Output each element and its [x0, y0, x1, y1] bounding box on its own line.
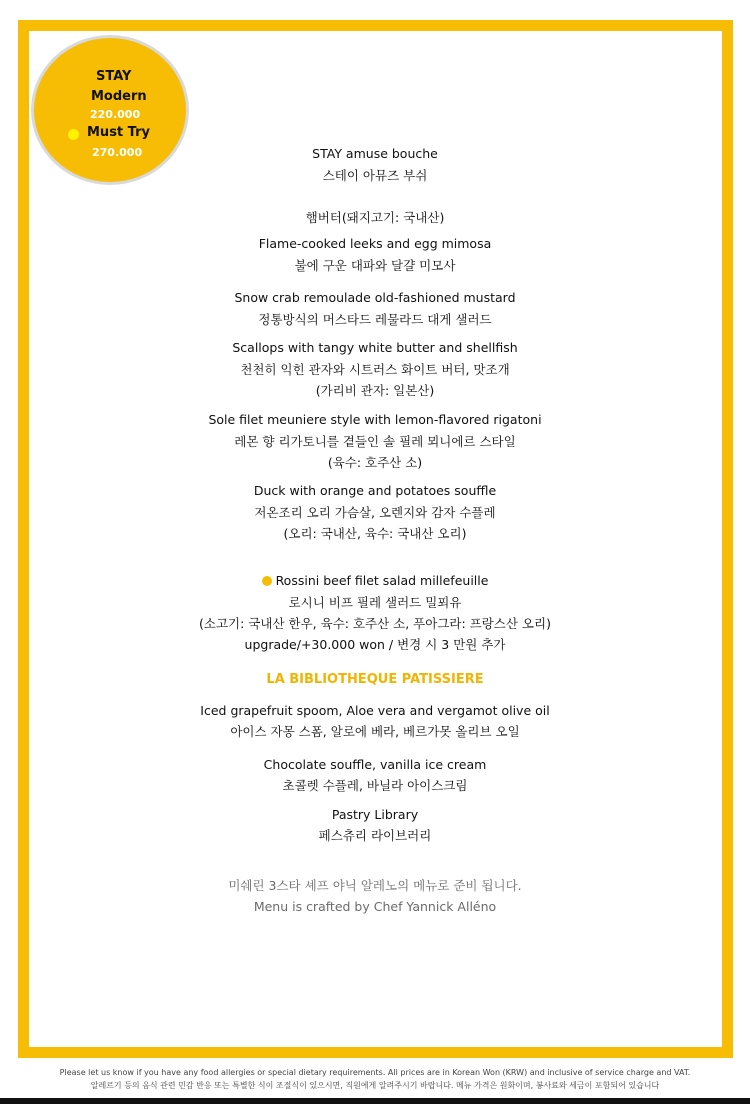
course-1-ko: 스테이 아뮤즈 부쉬: [322, 168, 428, 183]
course-7-ko: 저온조리 오리 가슴살, 오렌지와 감자 수플레: [254, 505, 496, 520]
badge-price-modern: 220.000: [90, 108, 141, 121]
course-8-ko: 로시니 비프 필레 샐러드 밀푀유: [288, 595, 462, 610]
chef-note-en: Menu is crafted by Chef Yannick Alléno: [253, 899, 497, 914]
course-1-en: STAY amuse bouche: [312, 146, 438, 161]
dessert-3-en: Pastry Library: [331, 807, 419, 822]
footer-note-ko: 알레르기 등의 음식 관련 민감 반응 또는 특별한 식이 조절식이 있으시면, 직원에게 알려주시기 바랍니다. 메뉴 가격은 원화이며, 봉사료와 세금이 포함되어 있습니다: [90, 1081, 660, 1090]
footer-note-en: Please let us know if you have any food allergies or special dietary requirements. All prices are in Korean Won (KRW) and inclusive of service charge and VAT.: [59, 1068, 691, 1077]
course-8-en: Rossini beef filet salad millefeuille: [275, 573, 489, 588]
course-4-en: Snow crab remoulade old-fashioned mustard: [234, 290, 516, 305]
course-8-line: [0, 573, 750, 588]
course-8-origin: (소고기: 국내산 한우, 육수: 호주산 소, 푸아그라: 프랑스산 오리): [199, 616, 551, 631]
course-6-en: Sole filet meuniere style with lemon-flavored rigatoni: [208, 412, 542, 427]
course-7-origin: (오리: 국내산, 육수: 국내산 오리): [283, 526, 467, 541]
badge-option-must-try: Must Try: [87, 125, 150, 140]
course-price-badge: [31, 35, 189, 185]
chef-note-ko: 미쉐린 3스타 셰프 야닉 알레노의 메뉴로 준비 됩니다.: [228, 878, 522, 893]
dessert-1-en: Iced grapefruit spoom, Aloe vera and vergamot olive oil: [200, 703, 550, 718]
dessert-2-en: Chocolate souffle, vanilla ice cream: [263, 757, 487, 772]
course-3-en: Flame-cooked leeks and egg mimosa: [258, 236, 492, 251]
course-8-upgrade: upgrade/+30.000 won / 변경 시 3 만원 추가: [244, 637, 506, 652]
dessert-1-ko: 아이스 자몽 스폼, 알로에 베라, 베르가못 올리브 오일: [230, 724, 520, 739]
course-5-ko: 천천히 익힌 관자와 시트러스 화이트 버터, 맛조개: [240, 362, 510, 377]
course-5-origin: (가리비 관자: 일본산): [315, 383, 435, 398]
dessert-heading: LA BIBLIOTHEQUE PATISSIERE: [266, 672, 484, 687]
course-3-ko: 불에 구운 대파와 달걀 미모사: [294, 258, 456, 273]
badge-title: STAY: [96, 69, 132, 84]
dessert-2-ko: 초콜렛 수플레, 바닐라 아이스크림: [282, 778, 468, 793]
must-try-dot-icon: [68, 129, 79, 140]
must-try-marker-icon: [262, 576, 272, 586]
course-7-en: Duck with orange and potatoes souffle: [253, 483, 497, 498]
course-6-origin: (육수: 호주산 소): [327, 455, 423, 470]
course-4-ko: 정통방식의 머스타드 레물라드 대게 샐러드: [258, 312, 492, 327]
course-6-ko: 레몬 향 리가토니를 곁들인 솔 필레 뫼니에르 스타일: [234, 434, 516, 449]
bottom-bar: [0, 1098, 750, 1104]
badge-option-modern: Modern: [91, 89, 147, 104]
badge-price-must-try: 270.000: [92, 146, 143, 159]
course-2-ko: 햄버터(돼지고기: 국내산): [305, 210, 445, 225]
course-5-en: Scallops with tangy white butter and shellfish: [232, 340, 518, 355]
dessert-3-ko: 페스츄리 라이브러리: [318, 828, 432, 843]
